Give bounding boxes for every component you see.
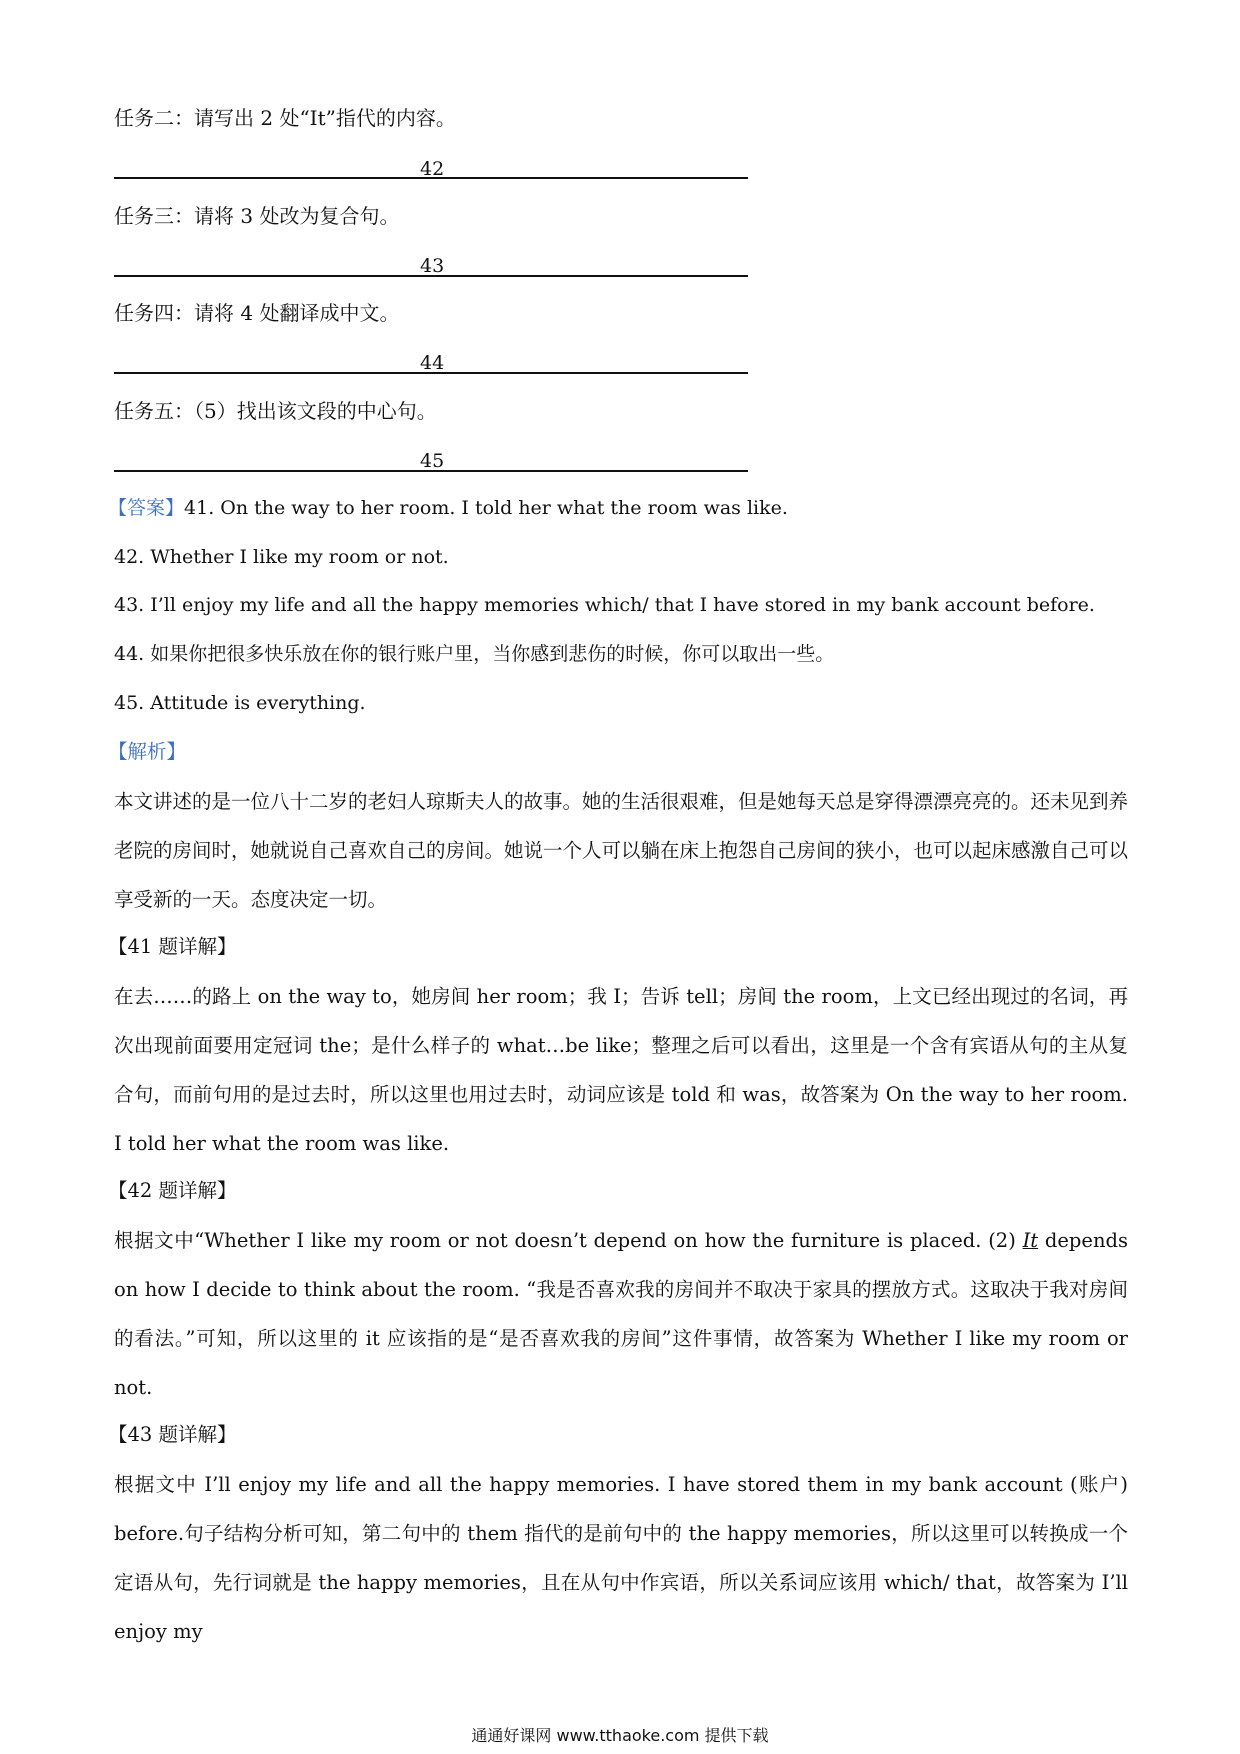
q41-explanation: 在去……的路上 on the way to，她房间 her room；我 I；告诉 tell；房间 the room，上文已经出现过的名词，再次出现前面要用定冠词 the；是什么样子的 what…be like；整理之后可以看出，这里是一个含有宾语从句的主从复合句，而前句用的是过去时，所以这里也用过去时，动词应该是 told 和 was，故答案为 On the way to her room. I told her what the room was like. xyxy=(114,985,1128,1155)
q41-heading: 【41 题详解】 xyxy=(108,935,237,958)
q42-explanation xyxy=(114,1216,1128,1412)
answer-45: 45. Attitude is everything. xyxy=(114,692,366,714)
answer-42: 42. Whether I like my room or not. xyxy=(114,546,449,568)
analysis-tag: 【解析】 xyxy=(108,740,187,763)
q43-heading: 【43 题详解】 xyxy=(108,1423,237,1446)
answer-41: 41. On the way to her room. I told her what the room was like. xyxy=(184,497,788,519)
q42-it-word: It xyxy=(1022,1229,1039,1252)
blank-42-number: 42 xyxy=(420,158,445,180)
answer-43: 43. I’ll enjoy my life and all the happy memories which/ that I have stored in my bank account before. xyxy=(114,594,1095,616)
q42-heading: 【42 题详解】 xyxy=(108,1179,237,1202)
answer-44: 44. 如果你把很多快乐放在你的银行账户里，当你感到悲伤的时候，你可以取出一些。 xyxy=(114,643,835,665)
answer-line-42 xyxy=(114,177,748,179)
task-5-prompt: 任务五：（5）找出该文段的中心句。 xyxy=(114,399,437,423)
answer-line-45 xyxy=(114,470,748,472)
task-4-prompt: 任务四：请将 4 处翻译成中文。 xyxy=(114,301,400,325)
task-3-prompt: 任务三：请将 3 处改为复合句。 xyxy=(114,204,400,228)
answer-41-line xyxy=(108,499,788,518)
analysis-summary: 本文讲述的是一位八十二岁的老妇人琼斯夫人的故事。她的生活很艰难，但是她每天总是穿得漂漂亮亮的。还未见到养老院的房间时，她就说自己喜欢自己的房间。她说一个人可以躺在床上抱怨自己房间的狭小，也可以起床感激自己可以享受新的一天。态度决定一切。 xyxy=(114,790,1129,911)
answer-line-44 xyxy=(114,372,748,374)
blank-44-number: 44 xyxy=(420,352,445,374)
q43-explanation: 根据文中 I’ll enjoy my life and all the happy memories. I have stored them in my bank account (账户) before.句子结构分析可知，第二句中的 them 指代的是前句中的 the happy memories，所以这里可以转换成一个定语从句，先行词就是 the happy memories，且在从句中作宾语，所以关系词应该用 which/ that，故答案为 I’ll enjoy my xyxy=(114,1473,1128,1643)
q42-text-part-1: 根据文中“Whether I like my room or not doesn’t depend on how the furniture is placed. (2) xyxy=(114,1229,1023,1252)
answer-line-43 xyxy=(114,275,748,277)
footer-watermark: 通通好课网 www.tthaoke.com 提供下载 xyxy=(471,1726,769,1745)
task-2-prompt: 任务二：请写出 2 处“It”指代的内容。 xyxy=(114,106,456,130)
blank-43-number: 43 xyxy=(420,255,445,277)
q42-text-part-2: depends on how I decide to think about the room. “我是否喜欢我的房间并不取决于家具的摆放方式。这取决于我对房间的看法。”可知，所以这里的 it 应该指的是“是否喜欢我的房间”这件事情，故答案为 Whether I like my room or not. xyxy=(114,1229,1129,1399)
blank-45-number: 45 xyxy=(420,450,445,472)
answer-tag: 【答案】 xyxy=(108,497,185,519)
